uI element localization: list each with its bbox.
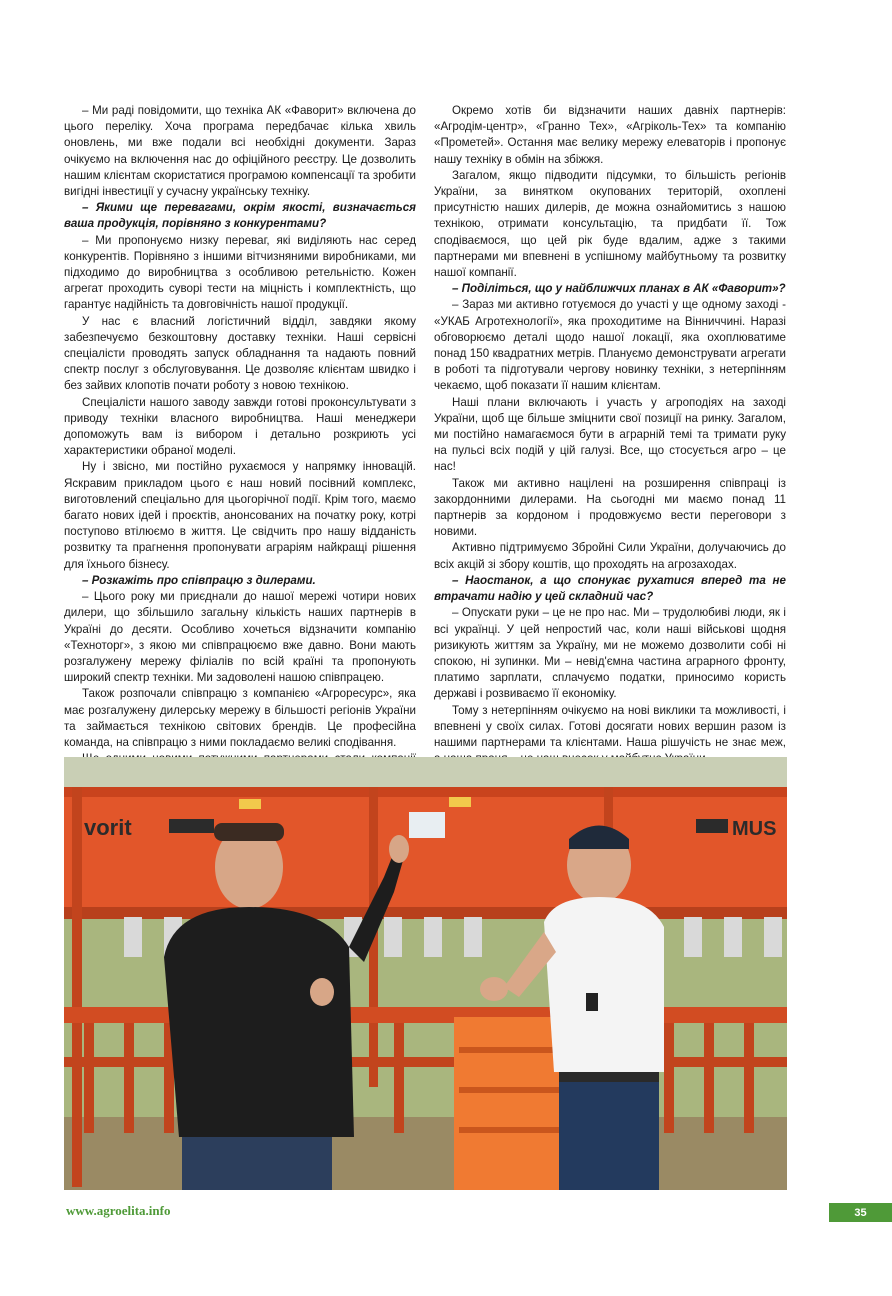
right-paragraph: Загалом, якщо підводити підсумки, то більшість регіонів України, за винятком окупованих територій, охоплені присутністю наших дилерів, де можна ознайомитись з нашою технікою, отримати консультацію, та придбати її. Тож сподіваємося, що цей рік буде вдалим, адже з такими партнерами ми впевнені в успішному майбутньому та розвитку нашої компанії. [434,168,786,280]
left-paragraph: – Цього року ми приєднали до нашої мережі чотири нових дилери, що збільшило загальну кількість наших партнерів в Україні до десяти. Особливо хочеться відзначити компанію «Техноторг», з якою ми співпрацюємо вже давно. Вони мають розгалужену мережу філіалів по всій країні та пропонують широкий спектр техніки. Ми задоволені нашою співпрацею. [64,590,416,685]
left-paragraph: Також розпочали співпрацю з компанією «Агроресурс», яка має розгалужену дилерську мережу в більшості регіонів України та займається технікою світових брендів. Це професійна команда, на співпрацю з ними покладаємо великі сподівання. [64,687,416,749]
article-right-column [434,103,786,792]
right-paragraph: – Опускати руки – це не про нас. Ми – трудолюбиві люди, як і всі українці. У цей непростий час, коли наші військові щодня ризикують життям за Україну, ми не можемо дозволити собі ні спокою, ні зупинки. Ми – невід'ємна частина аграрного фронту, платимо зарплати, сплачуємо податки, приносимо користь державі і розвиваємо її економіку. [434,606,786,701]
left-paragraph: Спеціалісти нашого заводу завжди готові проконсультувати з приводу техніки власного виробництва. Наші менеджери допоможуть вам із вибором і детально розкриють усі характеристики обраної моделі. [64,395,416,458]
footer-website[interactable]: www.agroelita.info [66,1203,171,1218]
right-paragraph: Тому з нетерпінням очікуємо на нові виклики та можливості, і впевнені у своїх силах. Готові досягати нових вершин разом із нашими партнерами та клієнтами. Наша рішучість не знає меж, [434,703,786,749]
left-paragraph: Ну і звісно, ми постійно рухаємося у напрямку інновацій. Яскравим прикладом цього є наш новий посівний комплекс, виготовлений спеціально для цьогорічної події. Крім того, маємо багато нових ідей і проєктів, анонсованих на початку року, котрі поступово втілюємо в життя. Це свідчить про нашу відданість розвитку та прагнення пропонувати аграріям найкращі рішення для їхнього бізнесу. [64,460,416,571]
right-paragraph: Наші плани включають і участь у агроподіях на заході України, щоб ще більше зміцнити свої позиції на ринку. Загалом, ми постійно намагаємося бути в аграрній темі та тримати руку на пульсі всіх подій у цій галузі. Все, що стосується агро – це нас! [434,395,786,474]
right-paragraph: – Зараз ми активно готуємося до участі у ще одному заході - «УКАБ Агротехнології», яка проходитиме на Вінниччині. Наразі обговорюємо деталі щодо нашої локації, яка охоплюватиме понад 150 квадратних метрів. Плануємо демонструвати агрегати в роботі та підготували чергову новинку техніки, з нетерпінням чекаємо, щоб показати її нашим клієнтам. [434,298,786,393]
right-paragraph: Також ми активно націлені на розширення співпраці із закордонними дилерами. На сьогодні ми маємо понад 11 партнерів за кордоном і продовжуємо вести переговори з новими. [434,476,786,539]
left-question: – Якими ще перевагами, окрім якості, визначається ваша продукція, порівняно з конкурентами? [64,201,416,231]
page-number: 35 [829,1203,892,1222]
left-paragraph: У нас є власний логістичний відділ, завдяки якому забезпечуємо безкоштовну доставку техніки. Наші сервісні спеціалісти проводять запуск обладнання та надають повний спектр послуг з обслуговування. Це дозволяє клієнтам швидко і без зайвих клопотів почати роботу з новою технікою. [64,314,416,393]
right-question: – Поділіться, що у найближчих планах в АК «Фаворит»? [452,282,786,296]
machine-brand-left: vorit [84,815,132,840]
left-question: – Розкажіть про співпрацю з дилерами. [82,573,316,587]
right-paragraph: Окремо хотів би відзначити наших давніх партнерів: «Агродім-центр», «Гранно Тех», «Агріколь-Тех» та компанію «Прометей». Остання має велику мережу елеваторів і пропонує нашу техніку в обмін на збіжжя. [434,104,786,166]
right-paragraph: Активно підтримуємо Збройні Сили України, долучаючись до всіх акцій зі збору коштів, що проходять на агрозаходах. [434,541,786,571]
article-left-column [64,103,416,784]
machine-brand-right: MUS [732,818,777,840]
article-photo [64,757,787,1190]
left-paragraph: – Ми пропонуємо низку переваг, які виділяють нас серед конкурентів. Порівняно з іншими вітчизняними виробниками, ми підходимо до виробництва з особливою ретельністю. Кожен агрегат проходить суворі тести на міцність і комплектність, що гарантує надійність та довговічність нашої продукції. [64,233,416,312]
right-question: – Наостанок, а що спонукає рухатися вперед та не втрачати надію у цей складний час? [434,573,786,604]
left-paragraph: – Ми раді повідомити, що техніка АК «Фаворит» включена до цього переліку. Хоча програма передбачає кілька хвиль оновлень, ми вже подали всі необхідні документи. Зараз очікуємо на включення нас до офіційного реєстру. Це дозволить нашим клієнтам скористатися програмою компенсації та зробити вигідні інвестиції у сучасну українську техніку. [64,104,416,199]
